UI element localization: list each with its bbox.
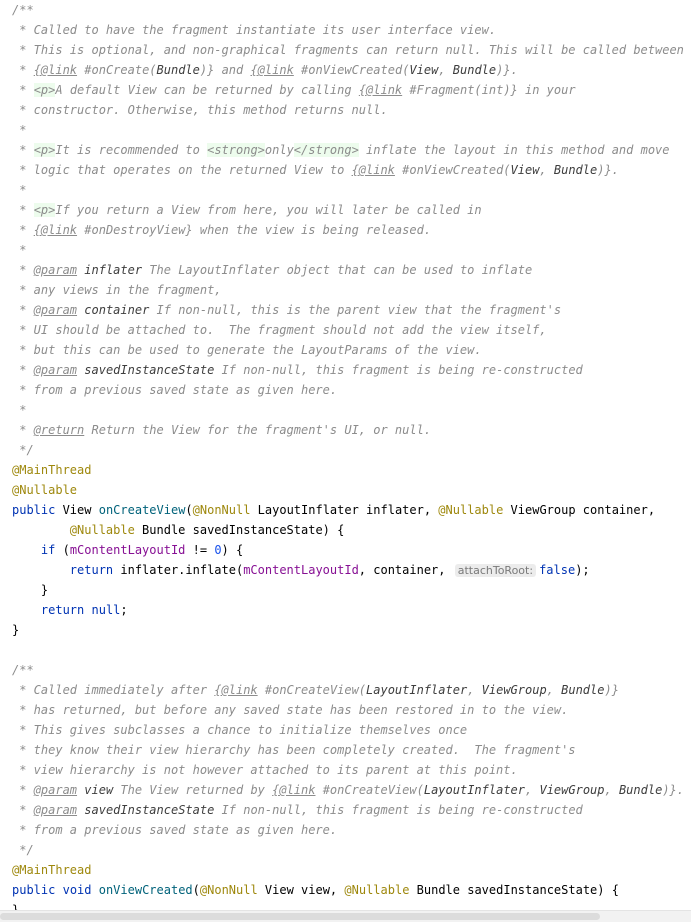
doc-comment-text: , bbox=[604, 783, 619, 797]
doc-comment-text: * bbox=[12, 223, 34, 237]
code-line[interactable] bbox=[12, 780, 684, 800]
javadoc-reference: inflater bbox=[77, 263, 143, 277]
doc-comment-text: * bbox=[12, 423, 34, 437]
doc-comment-text: * bbox=[12, 203, 34, 217]
doc-comment-text: * logic that operates on the returned View to bbox=[12, 163, 352, 177]
doc-comment-text: only bbox=[264, 143, 294, 157]
doc-comment-text: A default View can be returned by calling bbox=[55, 83, 359, 97]
doc-comment-text: * bbox=[12, 123, 27, 137]
annotation: @Nullable bbox=[12, 483, 78, 497]
doc-comment-text: * constructor. Otherwise, this method returns null. bbox=[12, 103, 388, 117]
code-line[interactable] bbox=[12, 240, 26, 260]
javadoc-tag: {@link bbox=[33, 223, 78, 237]
doc-comment-text: * any views in the fragment, bbox=[12, 283, 222, 297]
code-line[interactable] bbox=[12, 840, 34, 860]
code-line[interactable] bbox=[12, 200, 482, 220]
keyword: void bbox=[62, 883, 92, 897]
code-line[interactable] bbox=[12, 600, 128, 620]
annotation: @NonNull bbox=[199, 883, 258, 897]
code-line[interactable] bbox=[12, 520, 344, 540]
javadoc-tag: @param bbox=[33, 783, 78, 797]
code-text bbox=[12, 563, 70, 577]
doc-comment-text: )} bbox=[199, 63, 215, 77]
doc-comment-text: /** bbox=[12, 3, 34, 17]
code-line[interactable] bbox=[12, 820, 337, 840]
doc-comment-text: * bbox=[12, 403, 27, 417]
keyword: public bbox=[12, 503, 56, 517]
javadoc-reference: Bundle bbox=[561, 683, 605, 697]
doc-comment-text: */ bbox=[12, 443, 34, 457]
code-text: ); bbox=[575, 563, 590, 577]
html-tag: <p> bbox=[33, 143, 56, 157]
doc-comment-text: Return the View for the fragment's UI, or null. bbox=[84, 423, 432, 437]
javadoc-tag: {@link bbox=[214, 683, 258, 697]
code-line[interactable] bbox=[12, 160, 619, 180]
doc-comment-text: * bbox=[12, 303, 34, 317]
code-line[interactable] bbox=[12, 860, 91, 880]
doc-comment-text: , bbox=[438, 63, 453, 77]
code-line[interactable] bbox=[12, 760, 518, 780]
javadoc-reference: view bbox=[77, 783, 114, 797]
doc-comment-text: #onCreateView( bbox=[315, 783, 424, 797]
doc-comment-text: * bbox=[12, 803, 34, 817]
javadoc-tag: {@link bbox=[351, 163, 395, 177]
code-text: View view, bbox=[257, 883, 345, 897]
doc-comment-text: * bbox=[12, 263, 34, 277]
doc-comment-text: #onViewCreated( bbox=[394, 163, 511, 177]
annotation: @Nullable bbox=[69, 523, 135, 537]
keyword: return bbox=[69, 563, 114, 577]
javadoc-reference: Bundle bbox=[156, 63, 200, 77]
doc-comment-text: #onViewCreated( bbox=[293, 63, 410, 77]
code-line[interactable] bbox=[12, 400, 26, 420]
keyword: public bbox=[12, 883, 56, 897]
code-text bbox=[92, 883, 99, 897]
doc-comment-text: )} bbox=[604, 683, 619, 697]
doc-comment-text: * bbox=[12, 83, 34, 97]
code-text: View bbox=[55, 503, 99, 517]
code-text: } bbox=[12, 583, 49, 597]
number-literal: 0 bbox=[214, 543, 222, 557]
code-text bbox=[55, 883, 62, 897]
doc-comment-text: )}. bbox=[597, 163, 619, 177]
code-text bbox=[12, 523, 70, 537]
annotation: @MainThread bbox=[12, 463, 92, 477]
doc-comment-text: * has returned, but before any saved state has been restored in to the view. bbox=[12, 703, 569, 717]
doc-comment-text: * bbox=[12, 143, 34, 157]
javadoc-reference: View bbox=[409, 63, 439, 77]
doc-comment-text: #onCreateView( bbox=[257, 683, 367, 697]
keyword: if bbox=[40, 543, 56, 557]
code-line[interactable] bbox=[12, 540, 243, 560]
doc-comment-text: It is recommended to bbox=[55, 143, 208, 157]
annotation: @Nullable bbox=[344, 883, 410, 897]
javadoc-reference: savedInstanceState bbox=[77, 363, 215, 377]
parameter-hint: attachToRoot: bbox=[455, 564, 536, 577]
code-line[interactable] bbox=[12, 880, 619, 900]
javadoc-tag: {@link bbox=[272, 783, 316, 797]
doc-comment-text: /** bbox=[12, 663, 34, 677]
doc-comment-text: * This gives subclasses a chance to initialize themselves once bbox=[12, 723, 468, 737]
javadoc-reference: ViewGroup bbox=[481, 683, 547, 697]
code-text: ) { bbox=[221, 543, 244, 557]
code-text: Bundle savedInstanceState) { bbox=[409, 883, 619, 897]
code-line[interactable] bbox=[12, 480, 77, 500]
horizontal-scrollbar-thumb[interactable] bbox=[0, 913, 600, 920]
doc-comment-text: * bbox=[12, 183, 27, 197]
javadoc-tag: @param bbox=[33, 363, 78, 377]
code-line[interactable] bbox=[12, 720, 467, 740]
javadoc-reference: container bbox=[77, 303, 150, 317]
doc-comment-text: * from a previous saved state as given here. bbox=[12, 383, 338, 397]
code-line[interactable] bbox=[12, 620, 19, 640]
code-line[interactable] bbox=[12, 460, 91, 480]
doc-comment-text: * they know their view hierarchy has been completely created. The fragment's bbox=[12, 743, 576, 757]
code-line[interactable] bbox=[12, 420, 431, 440]
code-text bbox=[12, 543, 41, 557]
keyword: null bbox=[91, 603, 121, 617]
doc-comment-text: If non-null, this fragment is being re-constructed bbox=[214, 803, 583, 817]
doc-comment-text: * view hierarchy is not however attached to its parent at this point. bbox=[12, 763, 518, 777]
method-name: onCreateView bbox=[98, 503, 186, 517]
code-text: != bbox=[185, 543, 215, 557]
annotation: @MainThread bbox=[12, 863, 92, 877]
doc-comment-text: * bbox=[12, 363, 34, 377]
doc-comment-text: inflate the layout in this method and move bbox=[358, 143, 670, 157]
html-tag: <strong> bbox=[207, 143, 265, 157]
code-line[interactable] bbox=[12, 80, 576, 100]
code-text: } bbox=[12, 623, 20, 637]
code-line[interactable] bbox=[12, 40, 684, 60]
javadoc-reference: savedInstanceState bbox=[77, 803, 215, 817]
code-text: ( bbox=[185, 503, 193, 517]
javadoc-tag: @param bbox=[33, 303, 78, 317]
field-name: mContentLayoutId bbox=[243, 563, 359, 577]
javadoc-reference: LayoutInflater bbox=[423, 783, 526, 797]
code-line[interactable] bbox=[12, 700, 568, 720]
keyword: return bbox=[40, 603, 85, 617]
horizontal-scrollbar[interactable] bbox=[0, 910, 691, 922]
javadoc-reference: LayoutInflater bbox=[366, 683, 468, 697]
method-name: onViewCreated bbox=[98, 883, 193, 897]
code-line[interactable] bbox=[12, 580, 48, 600]
code-line[interactable] bbox=[12, 680, 619, 700]
field-name: mContentLayoutId bbox=[69, 543, 186, 557]
code-text: ( bbox=[55, 543, 70, 557]
javadoc-tag: {@link bbox=[33, 63, 78, 77]
code-text: , container, bbox=[358, 563, 453, 577]
annotation: @Nullable bbox=[438, 503, 504, 517]
doc-comment-text: in your bbox=[517, 83, 576, 97]
code-line[interactable] bbox=[12, 0, 34, 20]
code-text: LayoutInflater inflater, bbox=[250, 503, 439, 517]
code-text: inflater.inflate( bbox=[113, 563, 244, 577]
doc-comment-text: * bbox=[12, 63, 34, 77]
javadoc-reference: ViewGroup bbox=[539, 783, 605, 797]
doc-comment-text: If non-null, this fragment is being re-constructed bbox=[214, 363, 583, 377]
javadoc-tag: {@link bbox=[358, 83, 403, 97]
code-line[interactable] bbox=[12, 300, 561, 320]
doc-comment-text: , bbox=[467, 683, 482, 697]
doc-comment-text: * from a previous saved state as given here. bbox=[12, 823, 338, 837]
doc-comment-text: * Called to have the fragment instantiate its user interface view. bbox=[12, 23, 497, 37]
javadoc-reference: View bbox=[510, 163, 540, 177]
code-line[interactable] bbox=[12, 800, 583, 820]
html-tag: <p> bbox=[33, 83, 56, 97]
doc-comment-text: */ bbox=[12, 843, 34, 857]
code-line[interactable] bbox=[12, 60, 518, 80]
html-tag: </strong> bbox=[293, 143, 359, 157]
code-text: Bundle savedInstanceState) { bbox=[134, 523, 345, 537]
javadoc-tag: @param bbox=[33, 263, 78, 277]
code-line[interactable] bbox=[12, 440, 34, 460]
doc-comment-text: * but this can be used to generate the LayoutParams of the view. bbox=[12, 343, 482, 357]
doc-comment-text: #Fragment(int)} bbox=[402, 83, 518, 97]
doc-comment-text: * bbox=[12, 783, 34, 797]
annotation: @NonNull bbox=[192, 503, 251, 517]
code-line[interactable] bbox=[12, 220, 431, 240]
code-line[interactable] bbox=[12, 120, 26, 140]
code-line[interactable] bbox=[12, 360, 583, 380]
doc-comment-text: and bbox=[214, 63, 251, 77]
code-text bbox=[84, 603, 91, 617]
doc-comment-text: If you return a View from here, you will later be called in bbox=[55, 203, 482, 217]
code-line[interactable] bbox=[12, 140, 670, 160]
doc-comment-text: * Called immediately after bbox=[12, 683, 215, 697]
doc-comment-text: , bbox=[525, 783, 540, 797]
doc-comment-text: * UI should be attached to. The fragment should not add the view itself, bbox=[12, 323, 547, 337]
code-line[interactable] bbox=[12, 20, 496, 40]
javadoc-reference: Bundle bbox=[553, 163, 598, 177]
doc-comment-text: * bbox=[12, 243, 27, 257]
html-tag: <p> bbox=[33, 203, 56, 217]
code-text: ; bbox=[120, 603, 128, 617]
code-line[interactable] bbox=[12, 180, 26, 200]
code-line[interactable] bbox=[12, 100, 388, 120]
code-line[interactable] bbox=[12, 560, 590, 580]
doc-comment-text: )}. bbox=[662, 783, 684, 797]
doc-comment-text: #onDestroyView} bbox=[77, 223, 193, 237]
doc-comment-text: The LayoutInflater object that can be used to inflate bbox=[142, 263, 533, 277]
keyword: false bbox=[539, 563, 576, 577]
doc-comment-text: , bbox=[539, 163, 554, 177]
code-text bbox=[12, 603, 41, 617]
doc-comment-text: #onCreate( bbox=[77, 63, 157, 77]
code-text: ( bbox=[192, 883, 200, 897]
javadoc-reference: Bundle bbox=[452, 63, 497, 77]
javadoc-tag: {@link bbox=[250, 63, 294, 77]
code-line[interactable] bbox=[12, 260, 532, 280]
doc-comment-text: )}. bbox=[496, 63, 518, 77]
doc-comment-text: If non-null, this is the parent view that the fragment's bbox=[149, 303, 562, 317]
javadoc-tag: @return bbox=[33, 423, 85, 437]
doc-comment-text: when the view is being released. bbox=[192, 223, 432, 237]
doc-comment-text: The View returned by bbox=[113, 783, 273, 797]
javadoc-reference: Bundle bbox=[618, 783, 663, 797]
code-line[interactable] bbox=[12, 660, 34, 680]
code-line[interactable] bbox=[12, 340, 482, 360]
code-line[interactable] bbox=[12, 740, 576, 760]
doc-comment-text: * This is optional, and non-graphical fragments can return null. This will be called between bbox=[12, 43, 684, 57]
doc-comment-text: , bbox=[546, 683, 562, 697]
code-line[interactable] bbox=[12, 280, 222, 300]
javadoc-tag: @param bbox=[33, 803, 78, 817]
code-line[interactable] bbox=[12, 320, 547, 340]
code-text: ViewGroup container, bbox=[503, 503, 656, 517]
code-line[interactable] bbox=[12, 380, 337, 400]
code-line[interactable] bbox=[12, 500, 655, 520]
